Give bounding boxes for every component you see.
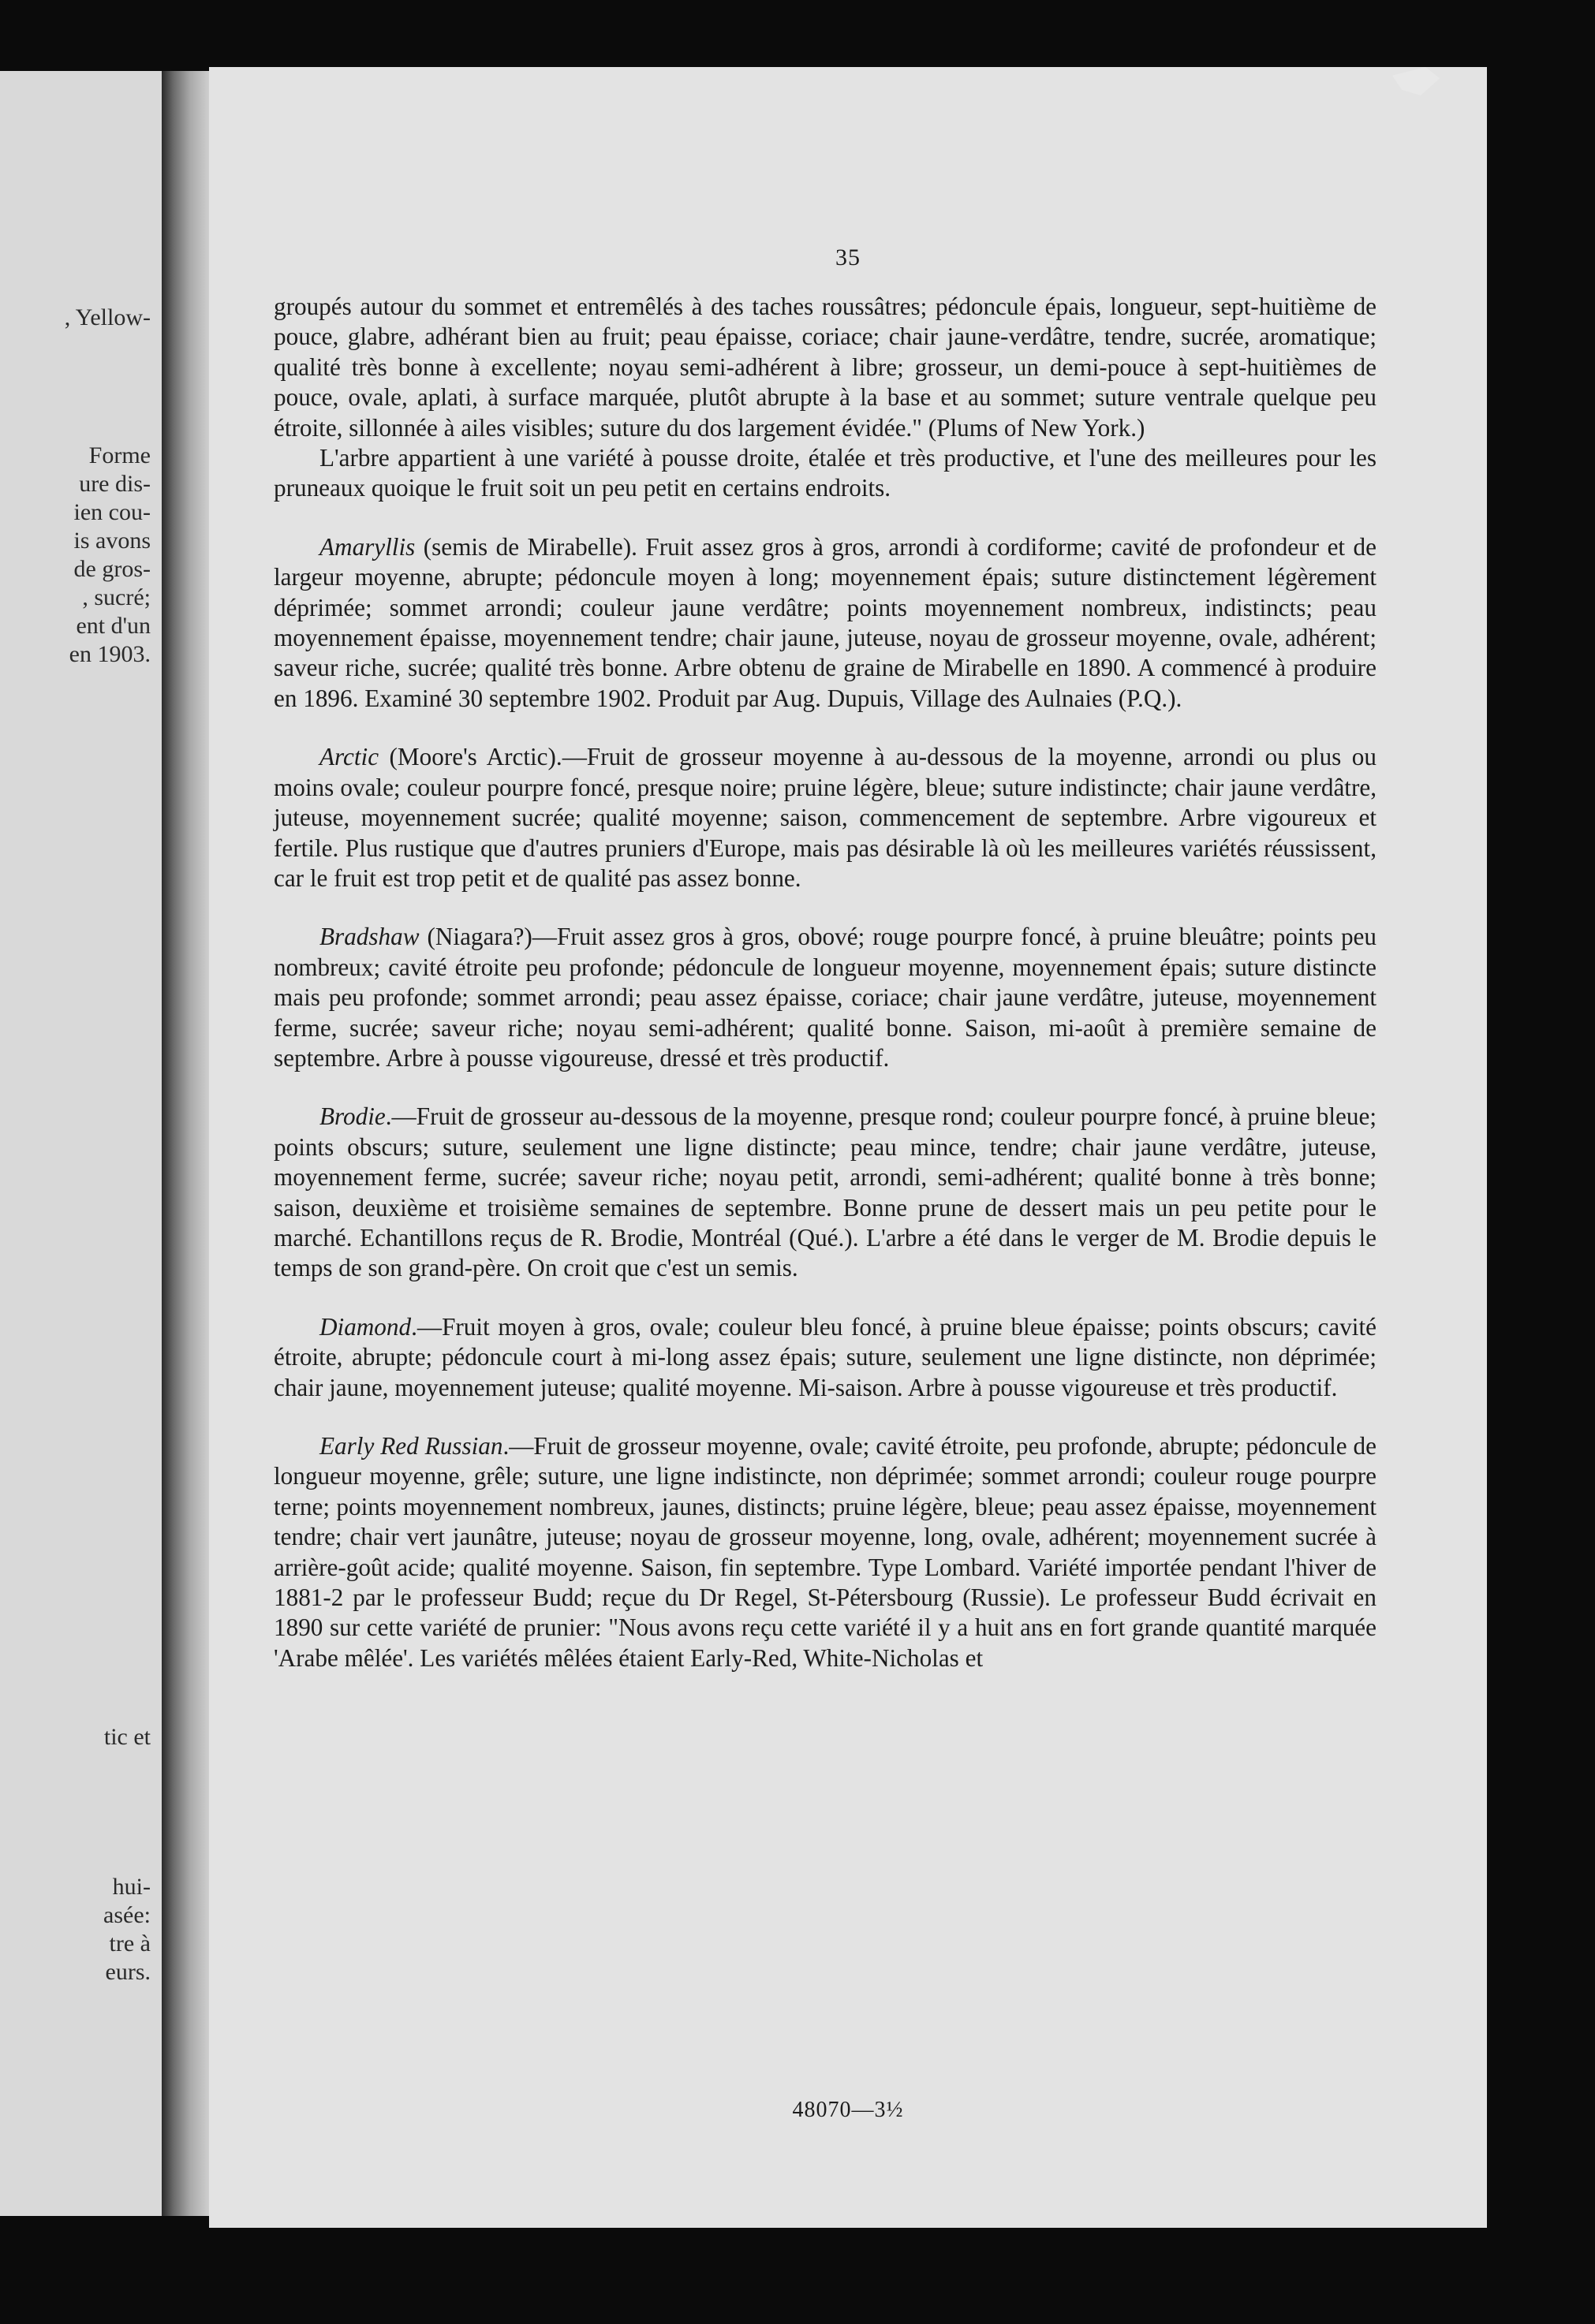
book-gutter bbox=[162, 71, 209, 2216]
variety-name: Brodie bbox=[319, 1102, 386, 1131]
printer-signature: 48070—3½ bbox=[792, 2098, 904, 2122]
variety-description: (Niagara?)—Fruit assez gros à gros, obové; rouge pourpre foncé, à pruine bleuâtre; points peu nombreux; cavité étroite peu profonde; pédoncule de longueur moyenne, moyennement épais; suture distincte mais peu profonde; sommet arrondi; peau assez épaisse, coriace; chair jaune verdâtre, juteuse, moyennement ferme, sucrée; saveur riche; noyau semi-adhérent; qualité bonne. Saison, mi-août à première semaine de septembre. Arbre à pousse vigoureuse, dressé et très productif. bbox=[274, 923, 1376, 1072]
left-page-fragment: is avons bbox=[73, 528, 151, 554]
left-page-fragment: eurs. bbox=[105, 1959, 151, 1985]
left-page-fragment: tic et bbox=[103, 1724, 151, 1750]
page-number: 35 bbox=[835, 244, 861, 270]
left-page-fragment: , sucré; bbox=[82, 584, 151, 610]
variety-description: .—Fruit de grosseur au-dessous de la moyenne, presque rond; couleur pourpre foncé, à pruine bleue; points obscurs; suture, seulement une ligne distincte; peau mince, tendre; chair jaune verdâtre, juteuse, moyennement ferme, sucrée; saveur riche; noyau petit, arrondi, semi-adhérent; qualité bonne à très bonne; saison, deuxième et troisième semaines de septembre. Bonne prune de dessert mais un peu petite pour le marché. Echantillons reçus de R. Brodie, Montréal (Qué.). L'arbre a été dans le verger de M. Brodie depuis le temps de son grand-père. On croit que c'est un semis. bbox=[274, 1102, 1376, 1282]
entry-arctic bbox=[274, 742, 1376, 893]
tree-paragraph: L'arbre appartient à une variété à pousse droite, étalée et très productive, et l'une des meilleures pour les pruneaux quoique le fruit soit un peu petit en certains endroits. bbox=[274, 444, 1376, 502]
entry-early-red-russian bbox=[274, 1431, 1376, 1673]
opening-paragraph: groupés autour du sommet et entremêlés à des taches roussâtres; pédoncule épais, longueur, sept-huitième de pouce, glabre, adhérant bien au fruit; peau épaisse, coriace; chair jaune-verdâtre, tendre, sucrée, aromatique; qualité très bonne à excellente; noyau semi-adhérent à libre; grosseur, un demi-pouce à sept-huitièmes de pouce, ovale, aplati, à surface marquée, plutôt abrupte à la base et au sommet; suture ventrale quelque peu étroite, sillonnée à ailes visibles; suture du dos largement évidée." (Plums of New York.) bbox=[274, 293, 1376, 442]
variety-description: (semis de Mirabelle). Fruit assez gros à gros, arrondi à cordiforme; cavité de profondeur et de largeur moyenne, abrupte; pédoncule moyen à long; moyennement épais; suture distinctement légèrement déprimée; sommet arrondi; couleur jaune verdâtre; points moyennement nombreux, indistincts; peau moyennement épaisse, moyennement tendre; chair jaune, juteuse, noyau de grosseur moyenne, ovale, adhérent; saveur riche, sucrée; qualité très bonne. Arbre obtenu de graine de Mirabelle en 1890. A commencé à produire en 1896. Examiné 30 septembre 1902. Produit par Aug. Dupuis, Village des Aulnaies (P.Q.). bbox=[274, 532, 1376, 712]
left-page-fragment: en 1903. bbox=[69, 641, 151, 667]
left-page-fragment: tre à bbox=[109, 1930, 151, 1957]
page-body bbox=[274, 292, 1376, 1673]
left-page-fragment: Forme bbox=[88, 442, 151, 468]
variety-name: Early Red Russian bbox=[319, 1432, 503, 1460]
left-page-fragment: hui- bbox=[112, 1874, 151, 1900]
left-facing-page bbox=[0, 71, 162, 2216]
left-page-fragment: ent d'un bbox=[76, 613, 151, 639]
variety-description: (Moore's Arctic).—Fruit de grosseur moyenne à au-dessous de la moyenne, arrondi ou plus ou moins ovale; couleur pourpre foncé, presque noire; pruine légère, bleue; suture indistincte; chair jaune verdâtre, juteuse, moyennement sucrée; qualité moyenne; saison, commencement de septembre. Arbre vigoureux et fertile. Plus rustique que d'autres pruniers d'Europe, mais pas désirable là où les meilleures variétés réussissent, car le fruit est trop petit et de qualité pas assez bonne. bbox=[274, 743, 1376, 892]
main-page bbox=[209, 67, 1487, 2228]
left-page-fragment: de gros- bbox=[73, 556, 151, 582]
left-page-fragment: asée: bbox=[103, 1902, 151, 1928]
entry-diamond bbox=[274, 1312, 1376, 1403]
variety-name: Bradshaw bbox=[319, 923, 420, 951]
variety-description: .—Fruit de grosseur moyenne, ovale; cavité étroite, peu profonde, abrupte; pédoncule de longueur moyenne, grêle; suture, une ligne indistincte, non déprimée; sommet arrondi; couleur rouge pourpre terne; points moyennement nombreux, jaunes, distincts; pruine légère, bleue; peau assez épaisse, moyennement tendre; chair vert jaunâtre, juteuse; noyau de grosseur moyenne, long, ovale, adhérent; moyennement sucrée à arrière-goût acide; qualité moyenne. Saison, fin septembre. Type Lombard. Variété importée pendant l'hiver de 1881-2 par le professeur Budd; reçue du Dr Regel, St-Pétersbourg (Russie). Le professeur Budd écrivait en 1890 sur cette variété de prunier: "Nous avons reçu cette variété il y a huit ans en fort grande quantité marquée 'Arabe mêlée'. Les variétés mêlées étaient Early-Red, White-Nicholas et bbox=[274, 1432, 1376, 1672]
variety-description: .—Fruit moyen à gros, ovale; couleur bleu foncé, à pruine bleue épaisse; points obscurs; cavité étroite, abrupte; pédoncule court à mi-long assez épais; suture, seulement une ligne distincte, non déprimée; chair jaune, moyennement juteuse; qualité moyenne. Mi-saison. Arbre à pousse vigoureuse et très productif. bbox=[274, 1312, 1376, 1401]
entry-amaryllis bbox=[274, 532, 1376, 714]
corner-mark bbox=[1392, 67, 1440, 95]
left-page-fragment: ien cou- bbox=[73, 499, 151, 525]
entry-bradshaw bbox=[274, 922, 1376, 1073]
variety-name: Diamond bbox=[319, 1312, 412, 1341]
left-page-fragment: ure dis- bbox=[79, 471, 151, 497]
left-page-fragments bbox=[0, 71, 162, 2216]
variety-name: Arctic bbox=[319, 743, 379, 771]
left-page-fragment: , Yellow- bbox=[64, 304, 151, 330]
entry-brodie bbox=[274, 1102, 1376, 1283]
variety-name: Amaryllis bbox=[319, 532, 416, 561]
